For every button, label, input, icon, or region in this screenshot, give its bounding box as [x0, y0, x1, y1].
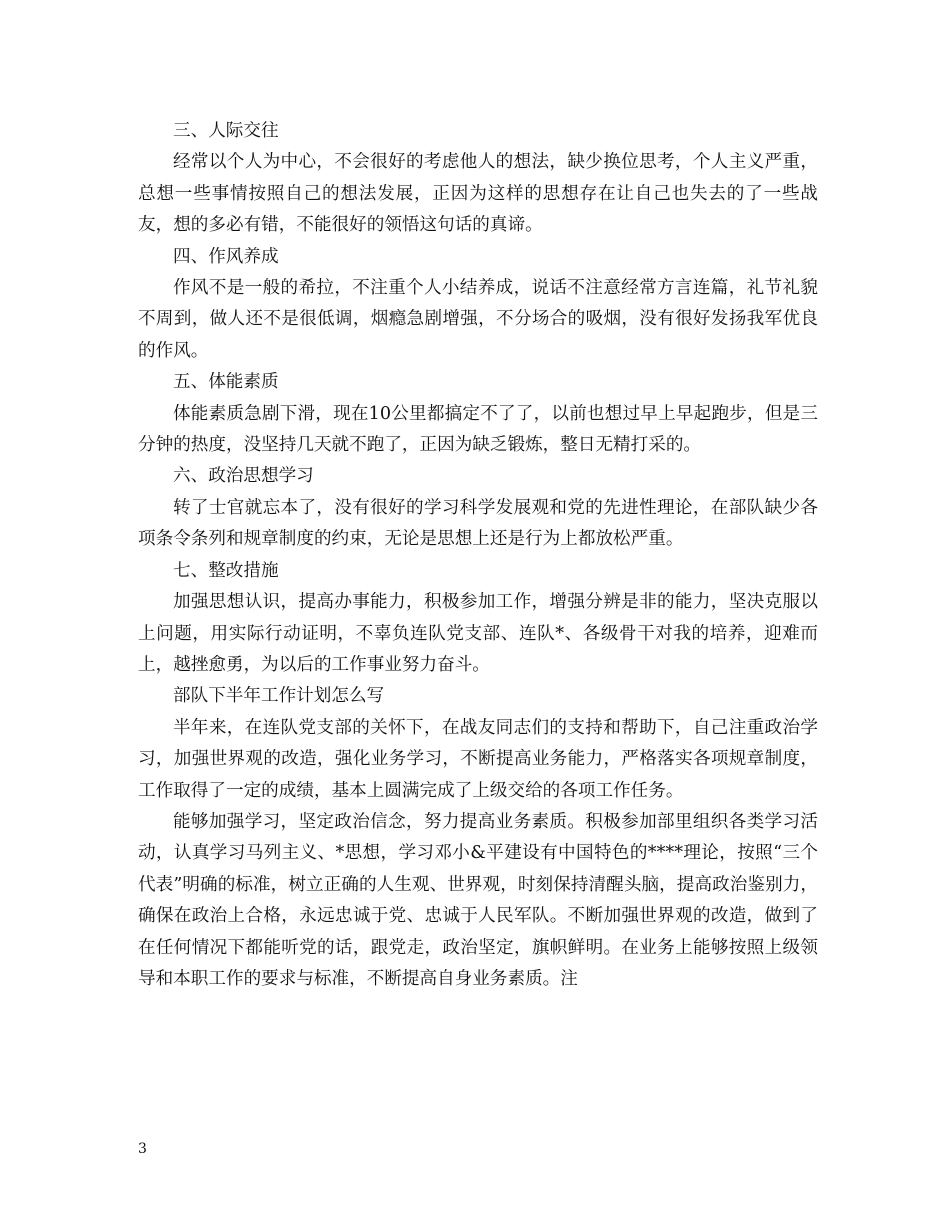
document-body	[138, 116, 818, 995]
section-heading-conduct: 四、作风养成	[173, 246, 279, 267]
page-number: 3	[138, 1141, 147, 1157]
paragraph-rectification: 加强思想认识，提高办事能力，积极参加工作，增强分辨是非的能力，坚决克服以上问题，用实际行动证明，不辜负连队党支部、连队*、各级骨干对我的培养，迎难而上，越挫愈勇，为以后的工作事业努力奋斗。	[138, 592, 818, 675]
paragraph-work-plan-study: 能够加强学习，坚定政治信念，努力提高业务素质。积极参加部里组织各类学习活动，认真学习马列主义、*思想，学习邓小&平建设有中国特色的****理论，按照“三个代表”明确的标准，树立正确的人生观、世界观，时刻保持清醒头脑，提高政治鉴别力，确保在政治上合格，永远忠诚于党、忠诚于人民军队。不断加强世界观的改造，做到了在任何情况下都能听党的话，跟党走，政治坚定，旗帜鲜明。在业务上能够按照上级领导和本职工作的要求与标准，不断提高自身业务素质。注	[138, 811, 818, 989]
section-heading-rectification: 七、整改措施	[173, 560, 279, 581]
section-heading-fitness: 五、体能素质	[173, 372, 279, 393]
section-heading-interpersonal: 三、人际交往	[173, 121, 279, 141]
paragraph-political-study: 转了士官就忘本了，没有很好的学习科学发展观和党的先进性理论，在部队缺少各项条令条列和规章制度的约束，无论是思想上还是行为上都放松严重。	[138, 497, 818, 550]
paragraph-conduct: 作风不是一般的希拉，不注重个人小结养成，说话不注意经常方言连篇，礼节礼貌不周到，做人还不是很低调，烟瘾急剧增强，不分场合的吸烟，没有很好发扬我军优良的作风。	[138, 278, 818, 361]
paragraph-work-plan-intro: 半年来，在连队党支部的关怀下，在战友同志们的支持和帮助下，自己注重政治学习，加强世界观的改造，强化业务学习，不断提高业务能力，严格落实各项规章制度，工作取得了一定的成绩，基本上圆满完成了上级交给的各项工作任务。	[138, 717, 818, 801]
section-heading-work-plan: 部队下半年工作计划怎么写	[173, 686, 385, 707]
paragraph-interpersonal: 经常以个人为中心，不会很好的考虑他人的想法，缺少换位思考，个人主义严重，总想一些事情按照自己的想法发展，正因为这样的思想存在让自己也失去的了一些战友，想的多必有错，不能很好的领悟这句话的真谛。	[138, 152, 818, 236]
paragraph-fitness: 体能素质急剧下滑，现在10公里都搞定不了了，以前也想过早上早起跑步，但是三分钟的热度，没坚持几天就不跑了，正因为缺乏锻炼，整日无精打采的。	[138, 403, 818, 456]
section-heading-political-study: 六、政治思想学习	[173, 466, 314, 487]
